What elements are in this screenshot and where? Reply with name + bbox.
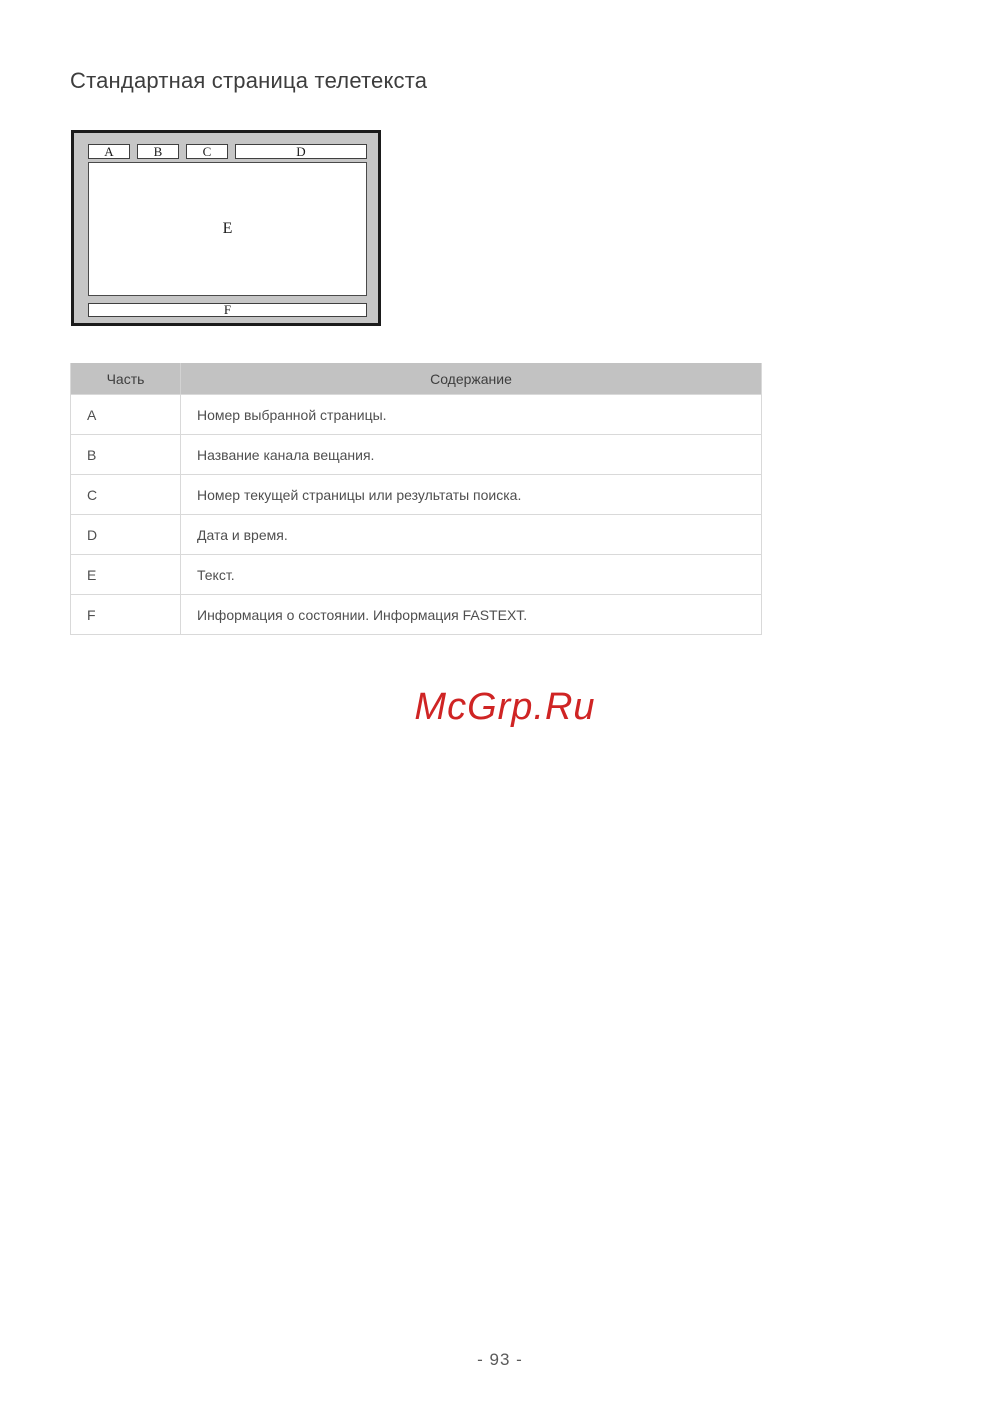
teletext-layout-diagram [71, 130, 381, 326]
table-cell-content: Название канала вещания. [197, 446, 375, 463]
table-row [71, 434, 761, 474]
parts-table [70, 363, 762, 635]
diagram-box-a [88, 144, 130, 159]
table-cell-content: Номер текущей страницы или результаты поиска. [197, 486, 522, 503]
diagram-box-e [88, 162, 367, 296]
diagram-label-f: F [223, 302, 232, 317]
page-title: Стандартная страница телетекста [70, 68, 428, 93]
diagram-label-c: C [202, 143, 212, 159]
table-cell-part: D [71, 515, 181, 554]
diagram-label-b: B [153, 143, 163, 159]
diagram-box-b [137, 144, 179, 159]
table-cell-part: E [71, 555, 181, 594]
table-row [71, 554, 761, 594]
watermark-text: McGrp.Ru [414, 686, 596, 728]
table-row [71, 594, 761, 634]
table-row [71, 474, 761, 514]
diagram-label-d: D [296, 143, 306, 159]
diagram-label-a: A [104, 143, 114, 159]
diagram-label-e: E [222, 220, 233, 237]
page-number: - 93 - [477, 1350, 523, 1369]
diagram-box-c [186, 144, 228, 159]
table-cell-content: Текст. [197, 566, 235, 583]
table-cell-content: Дата и время. [197, 526, 288, 543]
table-cell-part: C [71, 475, 181, 514]
diagram-box-d [235, 144, 367, 159]
table-row [71, 514, 761, 554]
table-header-row [71, 363, 761, 394]
table-cell-content: Номер выбранной страницы. [197, 406, 387, 423]
table-header-part: Часть [71, 363, 181, 394]
diagram-box-f [88, 303, 367, 317]
table-header-content: Содержание [430, 370, 512, 387]
table-cell-part: F [71, 595, 181, 634]
table-row [71, 394, 761, 434]
table-cell-content: Информация о состоянии. Информация FASTEXT. [197, 606, 528, 623]
table-cell-part: B [71, 435, 181, 474]
table-cell-part: A [71, 395, 181, 434]
